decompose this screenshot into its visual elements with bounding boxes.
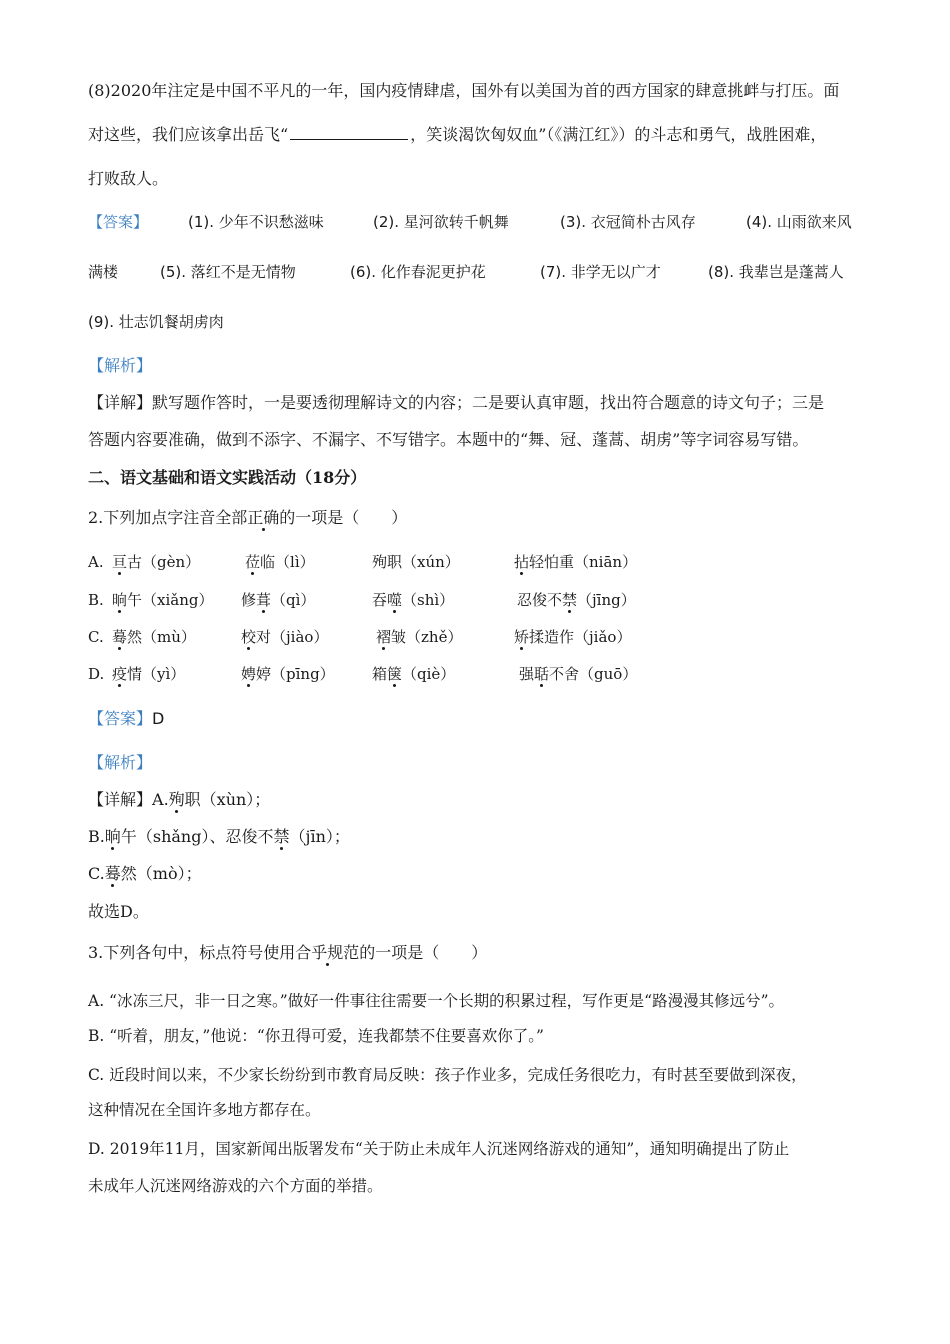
q3-option-c-line2: 这种情况在全国许多地方都存在。 [88, 1101, 321, 1119]
stem-text: 2.下列加点字注音全部 [88, 508, 248, 527]
q1-answer-line2 [88, 261, 864, 283]
answer-item-6 [350, 261, 486, 283]
item-text: 衣冠简朴古风存 [590, 213, 696, 231]
item-num: (8). [708, 263, 735, 281]
item-num: (5). [160, 263, 187, 281]
q3-option-d-line2: 未成年人沉迷网络游戏的六个方面的举措。 [88, 1177, 383, 1195]
analysis-tag: 【解析】 [88, 753, 153, 772]
q8-text-c: 打败敌人。 [88, 169, 169, 188]
answer-item-9 [88, 311, 224, 333]
option-label: B. [88, 591, 104, 609]
dotted-char: 聒 [534, 665, 550, 683]
option-cell [376, 626, 462, 648]
item-text: 星河欲转千帆舞 [403, 213, 509, 231]
answer-item-5 [160, 261, 296, 283]
item-num: (6). [350, 263, 377, 281]
option-cell [519, 663, 637, 685]
cell-text: 午（xiǎng） [127, 591, 214, 609]
detail-text: （jīn）； [289, 827, 350, 846]
option-cell [112, 663, 185, 685]
dotted-char: 拈 [514, 553, 530, 571]
cell-text: 轻怕重（niān） [529, 553, 638, 571]
dotted-char: 褶 [376, 628, 392, 646]
q8-line2 [88, 124, 826, 146]
option-cell [241, 589, 315, 611]
q2-option-a [88, 551, 638, 573]
answer-item-8 [708, 261, 844, 283]
cell-text: （shì） [402, 591, 455, 609]
answer-item-1 [188, 211, 324, 233]
option-label: A. [88, 553, 104, 571]
option-cell [372, 551, 460, 573]
cell-text: 皱（zhě） [391, 628, 463, 646]
q2-answer [88, 708, 164, 730]
item-num: (7). [540, 263, 567, 281]
item-text: 壮志饥餐胡虏肉 [118, 313, 224, 331]
cell-text: （jīng） [577, 591, 636, 609]
option-label: D. [88, 665, 105, 683]
dotted-char: 噬 [387, 591, 403, 609]
cell-text: 箱 [372, 665, 388, 683]
q8-line3 [88, 168, 168, 190]
item-text: 满楼 [88, 263, 119, 281]
detail-text: 职（xùn）； [184, 790, 271, 809]
cell-text: 古（gèn） [127, 553, 201, 571]
option-cell [372, 589, 454, 611]
cell-text: 婷（pīng） [256, 665, 335, 683]
dotted-char: 晌 [112, 591, 128, 609]
q1-detail-line1 [88, 392, 824, 414]
q2-stem [88, 507, 407, 529]
cell-text: 临（lì） [260, 553, 315, 571]
cell-text: 对（jiào） [256, 628, 329, 646]
detail-text: B. [88, 827, 105, 846]
dotted-text: 正确 [247, 508, 280, 527]
dotted-char: 殉 [168, 790, 185, 809]
q2-option-d [88, 663, 638, 685]
q8-text: (8)2020年注定是中国不平凡的一年，国内疫情肆虐，国外有以美国为首的西方国家的肆意挑衅与打压。面 [88, 81, 840, 100]
detail-text: 答题内容要准确，做到不添字、不漏字、不写错字。本题中的“舞、冠、蓬蒿、胡虏”等字词容易写错。 [88, 430, 809, 449]
answer-item-3 [560, 211, 696, 233]
q8-text-b: ，笑谈渴饮匈奴血”（《满江红》）的斗志和勇气，战胜困难， [410, 125, 827, 144]
dotted-char: 蓦 [104, 864, 121, 883]
detail-text: C. [88, 864, 105, 883]
detail-text: 默写题作答时，一是要透彻理解诗文的内容；二是要认真审题，找出符合题意的诗文句子；三是 [152, 393, 825, 412]
item-num: (3). [560, 213, 587, 231]
cell-text: （qiè） [402, 665, 456, 683]
item-num: (9). [88, 313, 115, 331]
cell-char: 殉 [372, 553, 388, 571]
answer-item-7 [540, 261, 661, 283]
dotted-char: 娉 [241, 665, 257, 683]
q1-detail-line2 [88, 429, 808, 451]
dotted-char: 葺 [256, 591, 272, 609]
item-text: 我辈岂是蓬蒿人 [738, 263, 844, 281]
option-cell [372, 663, 455, 685]
dotted-char: 禁 [273, 827, 290, 846]
dotted-char: 晌 [104, 827, 121, 846]
q2-detail-a [88, 789, 270, 811]
dotted-char: 箧 [387, 665, 403, 683]
item-text: 山雨欲来风 [776, 213, 852, 231]
detail-text: 然（mò）； [120, 864, 202, 883]
cell-text: （qì） [271, 591, 316, 609]
answer-item-2 [373, 211, 509, 233]
detail-tag: 【详解】 [88, 393, 153, 412]
q3-stem [88, 942, 487, 964]
q3-option-c-line1: C. 近段时间以来，不少家长纷纷到市教育局反映：孩子作业多，完成任务很吃力，有时甚至要做到深夜， [88, 1066, 807, 1084]
detail-text: A. [152, 790, 169, 809]
item-text: 少年不识愁滋味 [218, 213, 324, 231]
dotted-char: 蓦 [112, 628, 128, 646]
answer-tag: 【答案】 [88, 213, 149, 231]
option-cell [245, 551, 315, 573]
q2-detail-c [88, 863, 202, 885]
dotted-char: 亘 [112, 553, 128, 571]
dotted-char: 禁 [562, 591, 578, 609]
cell-text: 职（xún） [387, 553, 460, 571]
stem-text: 的一项是（ ） [279, 508, 408, 527]
option-label: C. [88, 628, 104, 646]
stem-text: 3.下列各句中，标点符号使用 [88, 943, 296, 962]
cell-text: 然（mù） [127, 628, 196, 646]
q8-text-a: 对这些，我们应该拿出岳飞“ [88, 125, 289, 144]
cell-text: 修 [241, 591, 257, 609]
cell-text: 揉造作（jiǎo） [529, 628, 632, 646]
cell-text: 强 [519, 665, 535, 683]
item-num: (2). [373, 213, 400, 231]
q3-option-a: A. “冰冻三尺，非一日之寒。”做好一件事往往需要一个长期的积累过程，写作更是“路漫漫其修远兮”。 [88, 992, 784, 1010]
option-cell [514, 551, 637, 573]
cell-text: 不舍（guō） [549, 665, 638, 683]
dotted-char: 校 [241, 628, 257, 646]
item-num: (4). [746, 213, 773, 231]
stem-text: 的一项是（ ） [359, 943, 488, 962]
section-heading: 二、语文基础和语文实践活动（18分） [88, 468, 367, 487]
cell-text: 吞 [372, 591, 388, 609]
q1-answer-line1 [88, 211, 864, 233]
dotted-char: 矫 [514, 628, 530, 646]
answer-value: D [152, 709, 165, 728]
detail-tag: 【详解】 [88, 790, 153, 809]
q8-line1 [88, 80, 839, 102]
fill-blank [290, 125, 408, 140]
item-num: (1). [188, 213, 215, 231]
q2-option-b [88, 589, 636, 611]
detail-text: 午（shǎng）、忍俊不 [120, 827, 274, 846]
item-text: 化作春泥更护花 [380, 263, 486, 281]
answer-item-4 [746, 211, 852, 233]
option-cell [241, 626, 328, 648]
item-text: 非学无以广才 [570, 263, 661, 281]
option-cell [241, 663, 335, 685]
option-cell [514, 626, 631, 648]
dotted-text: 合乎规范 [295, 943, 360, 962]
dotted-char: 疫 [112, 665, 128, 683]
cell-text: 忍俊不 [517, 591, 563, 609]
analysis-tag: 【解析】 [88, 356, 153, 375]
item-text: 落红不是无情物 [190, 263, 296, 281]
option-cell [112, 626, 196, 648]
dotted-char: 莅 [245, 553, 261, 571]
q2-conclusion: 故选D。 [88, 902, 149, 921]
cell-text: 情（yì） [127, 665, 186, 683]
q3-option-b: B. “听着，朋友，”他说：“你丑得可爱，连我都禁不住要喜欢你了。” [88, 1027, 544, 1045]
option-cell [112, 589, 213, 611]
q3-option-d-line1: D. 2019年11月，国家新闻出版署发布“关于防止未成年人沉迷网络游戏的通知”，通知明确提出了防止 [88, 1140, 790, 1158]
option-cell [517, 589, 636, 611]
option-cell [112, 551, 200, 573]
q2-option-c [88, 626, 632, 648]
answer-tag: 【答案】 [88, 709, 153, 728]
q2-detail-b [88, 826, 350, 848]
